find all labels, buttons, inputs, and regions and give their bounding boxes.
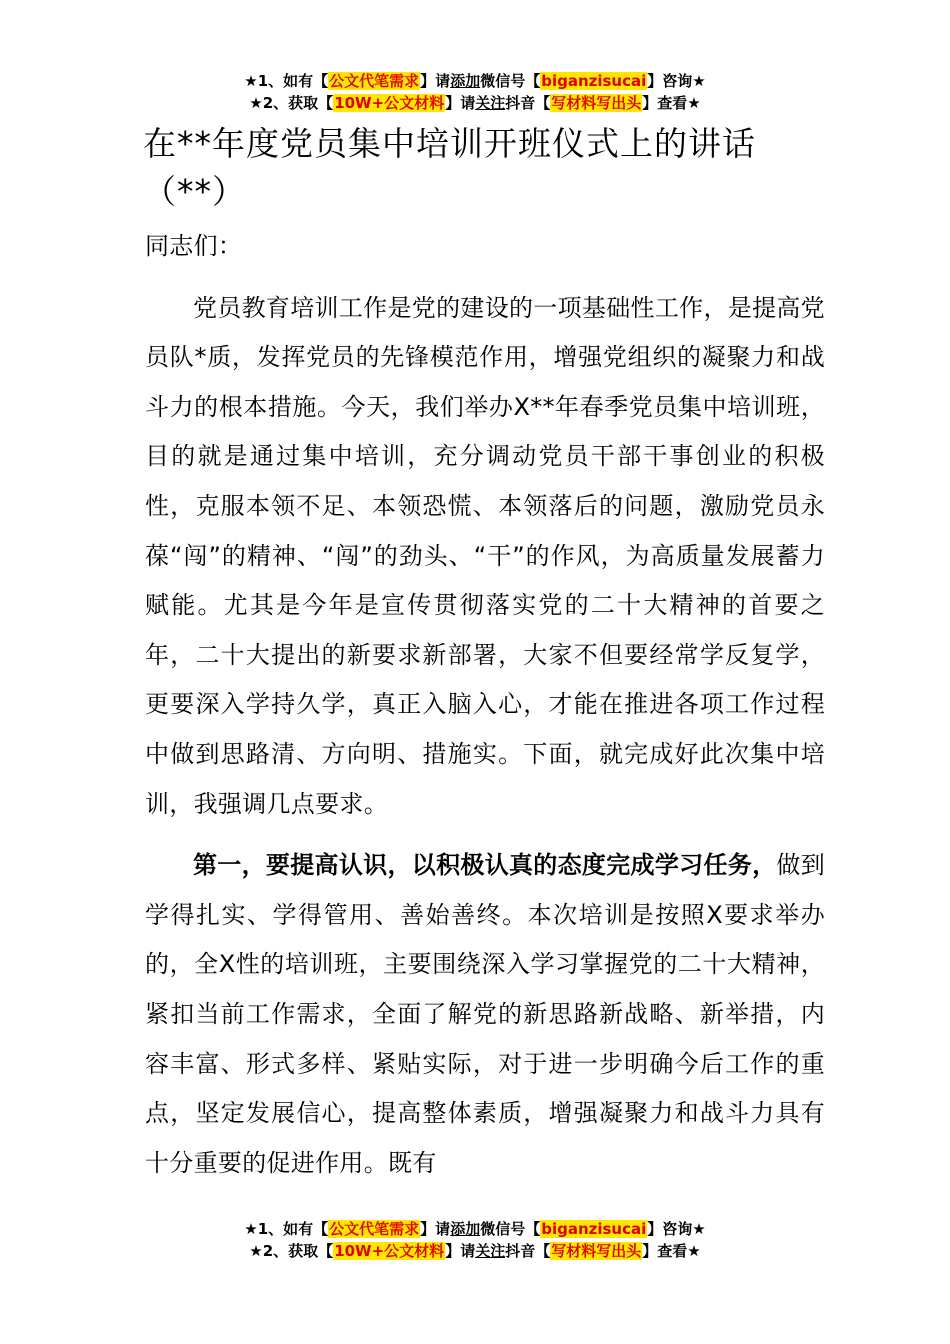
banner-text: ★2、获取【 xyxy=(249,1242,334,1260)
banner-text: 】请 xyxy=(445,94,476,112)
greeting: 同志们： xyxy=(145,232,243,260)
banner-highlight: 公文代笔需求 xyxy=(329,1220,420,1238)
banner-underline: 添加 xyxy=(450,72,481,90)
banner-text: 抖音【 xyxy=(505,1242,551,1260)
banner-text: 】请 xyxy=(445,1242,476,1260)
banner-text: ★1、如有【 xyxy=(244,1220,329,1238)
banner-text: 微信号【 xyxy=(480,72,541,90)
document-title xyxy=(143,120,823,216)
banner-highlight: 写材料写出头 xyxy=(551,1242,642,1260)
banner-text: 】咨询★ xyxy=(647,1220,706,1238)
banner-highlight: 10W+公文材料 xyxy=(334,1242,445,1260)
banner-underline: 关注 xyxy=(475,1242,506,1260)
bottom-banner xyxy=(0,1218,950,1262)
banner-text: 抖音【 xyxy=(505,94,551,112)
banner-text: 】请 xyxy=(420,72,451,90)
paragraph-text: 做到学得扎实、学得管用、善始善终。本次培训是按照X要求举办的，全X性的培训班，主要围绕深入学习掌握党的二十大精神，紧扣当前工作需求，全面了解党的新思路新战略、新举措，内容丰富、形式多样、紧贴实际，对于进一步明确今后工作的重点，坚定发展信心，提高整体素质，增强凝聚力和战斗力具有十分重要的促进作用。既有 xyxy=(145,851,825,1177)
banner-underline: 添加 xyxy=(450,1220,481,1238)
paragraph: 党员教育培训工作是党的建设的一项基础性工作，是提高党员队*质，发挥党员的先锋模范作用，增强党组织的凝聚力和战斗力的根本措施。今天，我们举办X**年春季党员集中培训班，目的就是通过集中培训，充分调动党员干部干事创业的积极性，克服本领不足、本领恐慌、本领落后的问题，激励党员永葆“闯”的精神、“闯”的劲头、“干”的作风，为高质量发展蓄力赋能。尤其是今年是宣传贯彻落实党的二十大精神的首要之年，二十大提出的新要求新部署，大家不但要经常学反复学，更要深入学持久学，真正入脑入心，才能在推进各项工作过程中做到思路清、方向明、措施实。下面，就完成好此次集中培训，我强调几点要求。 xyxy=(145,293,825,818)
top-banner xyxy=(0,70,950,114)
banner-highlight: biganzisucai xyxy=(541,1220,647,1238)
banner-highlight: 写材料写出头 xyxy=(551,94,642,112)
banner-highlight: biganzisucai xyxy=(541,72,647,90)
paragraph xyxy=(145,841,825,1188)
banner-underline: 关注 xyxy=(475,94,506,112)
banner-highlight: 公文代笔需求 xyxy=(329,72,420,90)
title-line-main: 在**年度党员集中培训开班仪式上的讲话 xyxy=(143,124,756,163)
banner-line-2 xyxy=(0,92,950,114)
document-body xyxy=(145,222,825,1188)
banner-line-2 xyxy=(0,1240,950,1262)
title-line-sub: （**） xyxy=(143,172,246,211)
paragraph-heading: 第一，要提高认识，以积极认真的态度完成学习任务， xyxy=(193,851,777,880)
banner-highlight: 10W+公文材料 xyxy=(334,94,445,112)
banner-text: 】查看★ xyxy=(642,1242,701,1260)
banner-text: 】咨询★ xyxy=(647,72,706,90)
banner-text: 】查看★ xyxy=(642,94,701,112)
banner-text: 】请 xyxy=(420,1220,451,1238)
banner-text: ★1、如有【 xyxy=(244,72,329,90)
banner-text: 微信号【 xyxy=(480,1220,541,1238)
banner-line-1 xyxy=(0,1218,950,1240)
banner-text: ★2、获取【 xyxy=(249,94,334,112)
banner-line-1 xyxy=(0,70,950,92)
